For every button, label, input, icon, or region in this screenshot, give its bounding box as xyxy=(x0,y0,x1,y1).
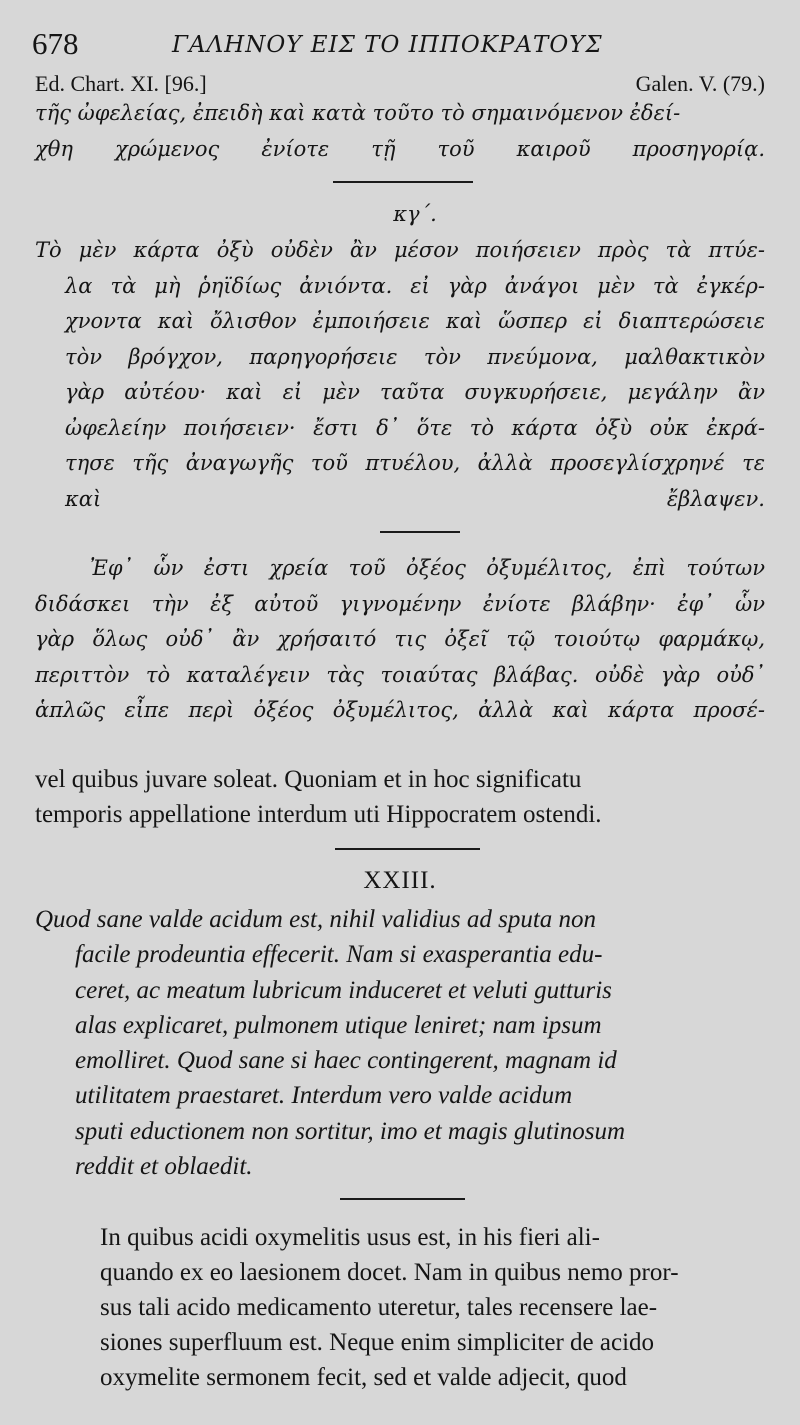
text-line: χθη χρώμενος ἐνίοτε τῇ τοῦ καιροῦ προσηγορίᾳ. xyxy=(35,136,765,161)
greek-commentary-paragraph xyxy=(35,551,765,729)
text-line: καὶ ἔβλαψεν. xyxy=(65,486,765,511)
text-line: τὸν βρόγχον, παρηγορήσειε τὸν πνεύμονα, μαλθακτικὸν xyxy=(65,344,765,369)
text-line: emolliret. Quod sane si haec contingerent, magnam id xyxy=(75,1047,617,1075)
text-line: ὠφελείην ποιήσειεν· ἔστι δ᾽ ὅτε τὸ κάρτα ὀξὺ οὐκ ἐκρά- xyxy=(65,415,765,440)
text-line: διδάσκει τὴν ἐξ αὐτοῦ γιγνομένην ἐνίοτε βλάβην· ἐφ᾽ ὧν xyxy=(35,591,765,616)
text-line: In quibus acidi oxymelitis usus est, in his fieri ali- xyxy=(100,1224,600,1251)
text-line: Quod sane valde acidum est, nihil validius ad sputa non xyxy=(35,906,597,933)
text-line: Τὸ μὲν κάρτα ὀξὺ οὐδὲν ἂν μέσον ποιήσειεν πρὸς τὰ πτύε- xyxy=(35,238,765,262)
text-line: temporis appellatione interdum uti Hippocratem ostendi. xyxy=(35,801,602,828)
greek-aphorism-paragraph xyxy=(35,233,765,517)
text-line: alas explicaret, pulmonem utique leniret; nam ipsum xyxy=(75,1011,602,1039)
section-divider xyxy=(333,181,473,183)
text-line: ἁπλῶς εἶπε περὶ ὀξέος ὀξυμέλιτος, ἀλλὰ καὶ κάρτα προσέ- xyxy=(35,698,765,722)
text-line: γὰρ αὐτέου· καὶ εἰ μὲν ταῦτα συγκυρήσειε, μεγάλην ἂν xyxy=(65,380,765,404)
greek-continuation-paragraph xyxy=(35,96,765,167)
text-line: χνοντα καὶ ὄλισθον ἐμποιήσειε καὶ ὥσπερ εἰ διαπτερώσειε xyxy=(65,309,765,333)
text-line: sputi eductionem non sortitur, imo et magis glutinosum xyxy=(75,1117,625,1145)
text-line: τῆς ὠφελείας, ἐπειδὴ καὶ κατὰ τοῦτο τὸ σημαινόμενον ἐδεί- xyxy=(35,101,681,125)
latin-section-number: XXIII. xyxy=(363,867,437,894)
latin-commentary-paragraph xyxy=(35,1220,765,1395)
edition-chart-reference: Ed. Chart. XI. [96.] xyxy=(35,71,207,96)
running-head xyxy=(32,26,772,66)
text-line: Ἐφ᾽ ὧν ἐστι χρεία τοῦ ὀξέος ὀξυμέλιτος, ἐπὶ τούτων xyxy=(90,556,765,580)
text-line: facile prodeuntia effecerit. Nam si exasperantia edu- xyxy=(75,941,603,969)
latin-aphorism-paragraph xyxy=(35,902,765,1184)
text-line: λα τὰ μὴ ῥηϊδίως ἀνιόντα. εἰ γὰρ ἀνάγοι μὲν τὰ ἐγκέρ- xyxy=(65,273,765,298)
text-line: reddit et oblaedit. xyxy=(75,1153,253,1181)
text-line: vel quibus juvare soleat. Quoniam et in hoc significatu xyxy=(35,766,582,793)
text-line: oxymelite sermonem fecit, sed et valde adjecit, quod xyxy=(100,1364,627,1391)
text-line: τησε τῆς ἀναγωγῆς τοῦ πτυέλου, ἀλλὰ προσεγλίσχρηνέ τε xyxy=(65,451,765,475)
text-line: γὰρ ὅλως οὐδ᾽ ἂν χρήσαιτό τις ὀξεῖ τῷ τοιούτῳ φαρμάκῳ, xyxy=(35,627,765,651)
text-line: ceret, ac meatum lubricum induceret et veluti gutturis xyxy=(75,976,612,1004)
edition-galen-reference: Galen. V. (79.) xyxy=(635,71,765,96)
section-divider xyxy=(335,848,480,850)
text-line: quando ex eo laesionem docet. Nam in quibus nemo pror- xyxy=(100,1259,679,1286)
section-divider xyxy=(340,1198,465,1200)
text-line: sus tali acido medicamento uteretur, tales recensere lae- xyxy=(100,1294,658,1321)
latin-continuation-paragraph xyxy=(35,762,765,832)
text-line: utilitatem praestaret. Interdum vero valde acidum xyxy=(75,1082,573,1110)
greek-section-number: κγ΄. xyxy=(393,202,437,226)
running-title: ΓΑΛΗΝΟΥ ΕΙΣ ΤΟ ΙΠΠΟΚΡΑΤΟΥΣ xyxy=(172,32,603,58)
text-line: περιττὸν τὸ καταλέγειν τὰς τοιαύτας βλάβας. οὐδὲ γὰρ οὐδ᾽ xyxy=(35,662,765,687)
text-line: siones superfluum est. Neque enim simpliciter de acido xyxy=(100,1329,655,1356)
page-number: 678 xyxy=(32,26,79,61)
edition-reference-line xyxy=(35,70,765,98)
section-divider xyxy=(380,531,460,533)
